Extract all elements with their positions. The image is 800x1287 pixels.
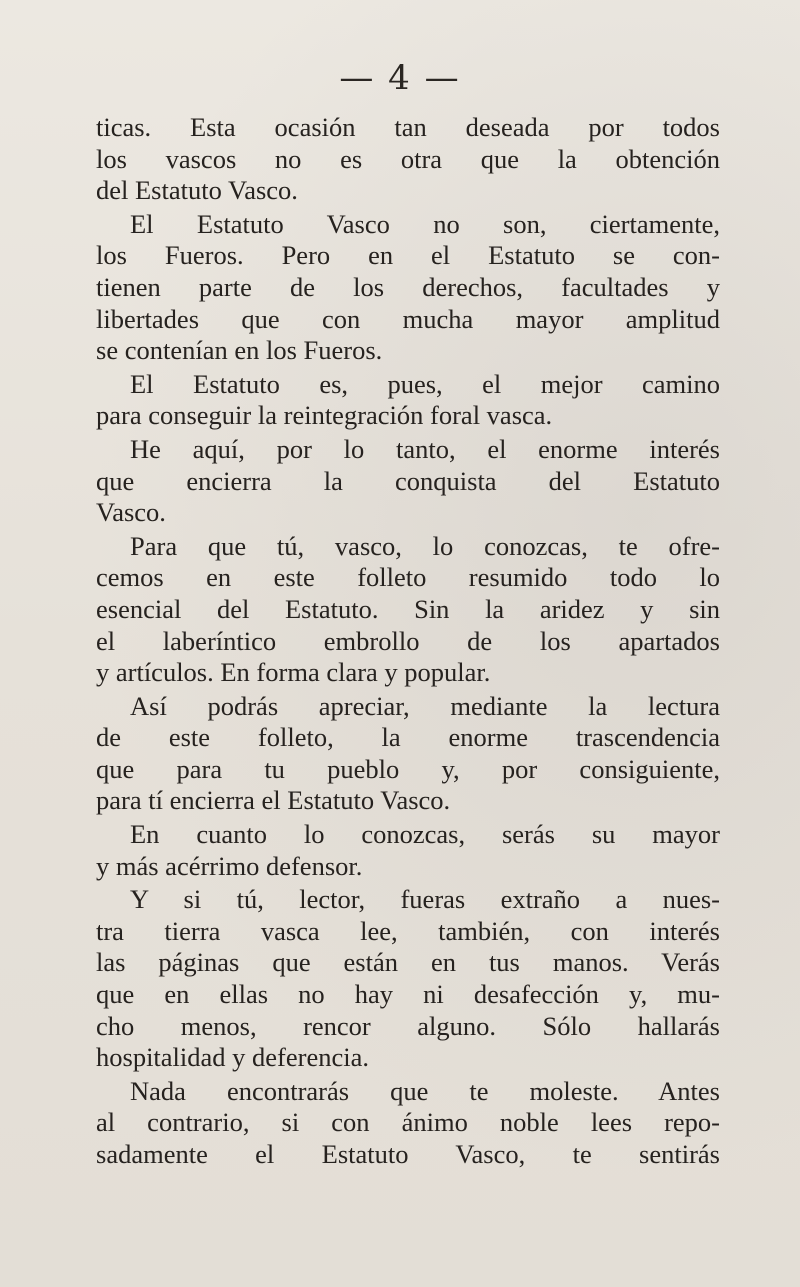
page-number: — 4 —	[339, 58, 461, 98]
text-line: el laberíntico embrollo de los apartados	[96, 625, 720, 656]
text-line: Y si tú, lector, fueras extraño a nues-	[130, 884, 720, 915]
text-line: para tí encierra el Estatuto Vasco.	[96, 785, 451, 816]
text-line: al contrario, si con ánimo noble lees repo-	[96, 1107, 720, 1138]
paragraph	[96, 819, 720, 882]
text-line: tienen parte de los derechos, facultades y	[96, 271, 720, 302]
paragraph	[96, 531, 720, 689]
text-line: cemos en este folleto resumido todo lo	[96, 562, 720, 593]
text-line: y artículos. En forma clara y popular.	[96, 657, 491, 688]
text-line: del Estatuto Vasco.	[96, 175, 298, 206]
text-line: para conseguir la reintegración foral vasca.	[96, 400, 553, 431]
text-line: El Estatuto Vasco no son, ciertamente,	[130, 208, 720, 239]
text-line: y más acérrimo defensor.	[96, 850, 363, 881]
text-line: He aquí, por lo tanto, el enorme interés	[130, 433, 720, 464]
paragraph	[96, 369, 720, 432]
text-line: Vasco.	[96, 497, 166, 528]
text-line: los vascos no es otra que la obtención	[96, 143, 720, 174]
text-line: ticas. Esta ocasión tan deseada por todos	[96, 112, 720, 142]
text-line: sadamente el Estatuto Vasco, te sentirás	[96, 1139, 720, 1169]
text-line: esencial del Estatuto. Sin la aridez y sin	[96, 593, 720, 624]
text-line: se contenían en los Fueros.	[96, 335, 383, 366]
text-line: Así podrás apreciar, mediante la lectura	[130, 690, 720, 721]
text-line: que en ellas no hay ni desafección y, mu-	[96, 979, 720, 1010]
paragraph	[96, 434, 720, 529]
paragraph	[96, 884, 720, 1074]
paragraph	[96, 1076, 720, 1171]
paragraph	[96, 112, 720, 207]
text-line: El Estatuto es, pues, el mejor camino	[130, 368, 720, 399]
text-line: que encierra la conquista del Estatuto	[96, 465, 720, 496]
paragraph	[96, 691, 720, 817]
text-line: cho menos, rencor alguno. Sólo hallarás	[96, 1010, 720, 1041]
text-line: las páginas que están en tus manos. Verás	[96, 947, 720, 978]
text-line: tra tierra vasca lee, también, con interés	[96, 915, 720, 946]
text-line: Nada encontrarás que te moleste. Antes	[130, 1075, 720, 1106]
text-line: los Fueros. Pero en el Estatuto se con-	[96, 240, 720, 271]
body-text	[96, 112, 720, 1173]
text-line: libertades que con mucha mayor amplitud	[96, 303, 720, 334]
text-line: de este folleto, la enorme trascendencia	[96, 722, 720, 753]
text-line: hospitalidad y deferencia.	[96, 1042, 369, 1073]
text-line: En cuanto lo conozcas, serás su mayor	[130, 819, 720, 850]
text-line: que para tu pueblo y, por consiguiente,	[96, 753, 720, 784]
paragraph	[96, 209, 720, 367]
text-line: Para que tú, vasco, lo conozcas, te ofre-	[130, 530, 720, 561]
